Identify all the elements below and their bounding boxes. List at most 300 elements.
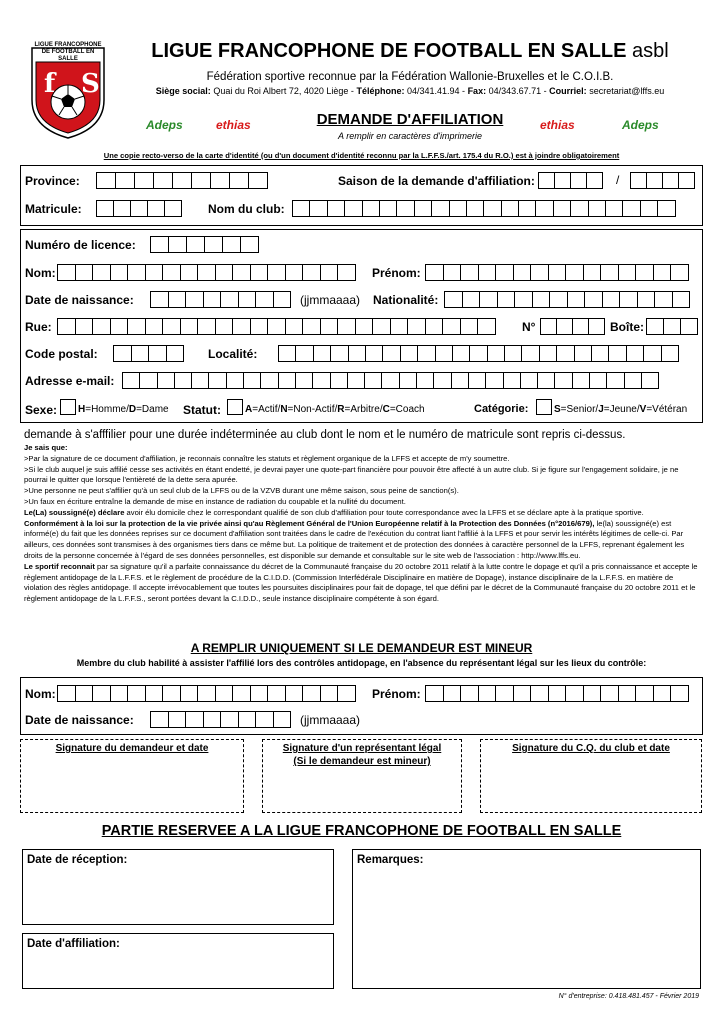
char-cell[interactable] <box>362 200 380 217</box>
saison-end-field[interactable] <box>630 172 694 189</box>
minor-nom-field[interactable] <box>57 685 355 702</box>
char-cell[interactable] <box>584 291 603 308</box>
char-cell[interactable] <box>537 372 555 389</box>
adeps-logo-right <box>622 118 659 132</box>
boite-field[interactable] <box>646 318 697 335</box>
char-cell[interactable] <box>399 372 417 389</box>
rue-label: Rue: <box>25 320 52 334</box>
char-cell[interactable] <box>460 318 479 335</box>
remarques-box[interactable] <box>352 849 701 989</box>
sexe-h: H <box>78 404 86 415</box>
char-cell[interactable] <box>267 264 286 281</box>
numero-field[interactable] <box>540 318 604 335</box>
char-cell[interactable] <box>414 200 432 217</box>
char-cell[interactable] <box>92 685 111 702</box>
char-cell[interactable] <box>478 685 497 702</box>
char-cell[interactable] <box>255 711 274 728</box>
char-cell[interactable] <box>330 372 348 389</box>
char-cell[interactable] <box>670 264 689 281</box>
char-cell[interactable] <box>313 345 331 362</box>
siege-label: Siège social: <box>155 86 211 96</box>
char-cell[interactable] <box>416 372 434 389</box>
char-cell[interactable] <box>131 345 150 362</box>
char-cell[interactable] <box>443 685 462 702</box>
sexe-h-text: =Homme/ <box>85 404 129 415</box>
char-cell[interactable] <box>320 318 339 335</box>
categorie-box[interactable] <box>536 399 552 415</box>
char-cell[interactable] <box>250 685 269 702</box>
terms-p7 <box>24 562 699 605</box>
char-cell[interactable] <box>485 372 503 389</box>
province-field[interactable] <box>96 172 267 189</box>
char-cell[interactable] <box>150 291 169 308</box>
signature-representant-label <box>263 740 461 768</box>
char-cell[interactable] <box>514 291 533 308</box>
char-cell[interactable] <box>115 172 135 189</box>
char-cell[interactable] <box>150 711 169 728</box>
char-cell[interactable] <box>96 200 114 217</box>
nationalite-label: Nationalité: <box>373 293 439 307</box>
svg-text:f: f <box>44 69 56 99</box>
saison-label: Saison de la demande d'affiliation: <box>338 174 535 188</box>
char-cell[interactable] <box>468 372 486 389</box>
char-cell[interactable] <box>425 685 444 702</box>
licence-field[interactable] <box>150 236 258 253</box>
char-cell[interactable] <box>110 318 129 335</box>
char-cell[interactable] <box>191 372 209 389</box>
char-cell[interactable] <box>210 172 230 189</box>
char-cell[interactable] <box>637 291 656 308</box>
char-cell[interactable] <box>583 264 602 281</box>
char-cell[interactable] <box>215 264 234 281</box>
char-cell[interactable] <box>150 236 169 253</box>
nom-field[interactable] <box>57 264 355 281</box>
char-cell[interactable] <box>162 264 181 281</box>
char-cell[interactable] <box>400 345 418 362</box>
char-cell[interactable] <box>622 200 640 217</box>
char-cell[interactable] <box>565 685 584 702</box>
id-copy-note: Une copie recto-verso de la carte d'identité (ou d'un document d'identité reconnu par la L.F.F.S./art. 175.4 du R.O.) est à joindre obligatoirement <box>103 151 620 160</box>
char-cell[interactable] <box>452 345 470 362</box>
char-cell[interactable] <box>57 318 76 335</box>
char-cell[interactable] <box>630 172 647 189</box>
char-cell[interactable] <box>364 372 382 389</box>
nom-club-field[interactable] <box>292 200 675 217</box>
char-cell[interactable] <box>145 264 164 281</box>
char-cell[interactable] <box>162 318 181 335</box>
char-cell[interactable] <box>530 685 549 702</box>
prenom-field[interactable] <box>425 264 688 281</box>
char-cell[interactable] <box>337 264 356 281</box>
char-cell[interactable] <box>478 264 497 281</box>
char-cell[interactable] <box>267 318 286 335</box>
char-cell[interactable] <box>208 372 226 389</box>
char-cell[interactable] <box>554 372 572 389</box>
char-cell[interactable] <box>518 200 536 217</box>
signature-cq-box[interactable] <box>480 739 702 813</box>
char-cell[interactable] <box>479 291 498 308</box>
char-cell[interactable] <box>330 345 348 362</box>
char-cell[interactable] <box>435 345 453 362</box>
char-cell[interactable] <box>538 172 555 189</box>
char-cell[interactable] <box>215 685 234 702</box>
char-cell[interactable] <box>267 685 286 702</box>
char-cell[interactable] <box>635 264 654 281</box>
char-cell[interactable] <box>462 291 481 308</box>
char-cell[interactable] <box>670 685 689 702</box>
char-cell[interactable] <box>180 264 199 281</box>
char-cell[interactable] <box>285 685 304 702</box>
char-cell[interactable] <box>661 345 679 362</box>
char-cell[interactable] <box>460 685 479 702</box>
char-cell[interactable] <box>600 685 619 702</box>
char-cell[interactable] <box>238 291 257 308</box>
char-cell[interactable] <box>164 200 182 217</box>
char-cell[interactable] <box>570 172 587 189</box>
char-cell[interactable] <box>96 172 116 189</box>
char-cell[interactable] <box>556 345 574 362</box>
char-cell[interactable] <box>382 345 400 362</box>
char-cell[interactable] <box>572 318 589 335</box>
char-cell[interactable] <box>122 372 140 389</box>
char-cell[interactable] <box>168 711 187 728</box>
char-cell[interactable] <box>127 318 146 335</box>
char-cell[interactable] <box>347 372 365 389</box>
char-cell[interactable] <box>153 172 173 189</box>
char-cell[interactable] <box>501 200 519 217</box>
char-cell[interactable] <box>548 685 567 702</box>
char-cell[interactable] <box>75 318 94 335</box>
siege-value: Quai du Roi Albert 72, 4020 Liège - <box>213 86 354 96</box>
char-cell[interactable] <box>157 372 175 389</box>
signature-representant-line2: (Si le demandeur est mineur) <box>293 756 431 767</box>
char-cell[interactable] <box>220 711 239 728</box>
char-cell[interactable] <box>139 372 157 389</box>
char-cell[interactable] <box>232 685 251 702</box>
char-cell[interactable] <box>110 685 129 702</box>
naissance-field[interactable] <box>150 291 290 308</box>
char-cell[interactable] <box>513 685 532 702</box>
char-cell[interactable] <box>605 200 623 217</box>
char-cell[interactable] <box>203 291 222 308</box>
char-cell[interactable] <box>520 372 538 389</box>
char-cell[interactable] <box>646 318 664 335</box>
char-cell[interactable] <box>222 236 241 253</box>
char-cell[interactable] <box>229 172 249 189</box>
char-cell[interactable] <box>320 264 339 281</box>
minor-naissance-field[interactable] <box>150 711 290 728</box>
char-cell[interactable] <box>513 264 532 281</box>
char-cell[interactable] <box>372 318 391 335</box>
char-cell[interactable] <box>606 372 624 389</box>
char-cell[interactable] <box>232 318 251 335</box>
char-cell[interactable] <box>390 318 409 335</box>
char-cell[interactable] <box>449 200 467 217</box>
char-cell[interactable] <box>312 372 330 389</box>
char-cell[interactable] <box>145 685 164 702</box>
char-cell[interactable] <box>113 345 132 362</box>
char-cell[interactable] <box>549 291 568 308</box>
char-cell[interactable] <box>567 291 586 308</box>
char-cell[interactable] <box>243 372 261 389</box>
terms-p5-bold: Le(La) soussigné(e) déclare <box>24 507 125 517</box>
char-cell[interactable] <box>589 372 607 389</box>
char-cell[interactable] <box>240 236 259 253</box>
char-cell[interactable] <box>574 345 592 362</box>
char-cell[interactable] <box>433 372 451 389</box>
char-cell[interactable] <box>185 711 204 728</box>
char-cell[interactable] <box>191 172 211 189</box>
char-cell[interactable] <box>57 685 76 702</box>
char-cell[interactable] <box>337 685 356 702</box>
statut-n-text: =Non-Actif/ <box>287 404 338 415</box>
char-cell[interactable] <box>556 318 573 335</box>
char-cell[interactable] <box>570 200 588 217</box>
mail-label: Courriel: <box>549 86 587 96</box>
prenom-label: Prénom: <box>372 266 421 280</box>
char-cell[interactable] <box>586 172 603 189</box>
char-cell[interactable] <box>127 264 146 281</box>
char-cell[interactable] <box>166 345 185 362</box>
char-cell[interactable] <box>327 200 345 217</box>
address-line <box>110 86 710 96</box>
email-label: Adresse e-mail: <box>25 374 115 388</box>
matricule-field[interactable] <box>96 200 181 217</box>
char-cell[interactable] <box>565 264 584 281</box>
char-cell[interactable] <box>348 345 366 362</box>
char-cell[interactable] <box>148 345 167 362</box>
char-cell[interactable] <box>174 372 192 389</box>
char-cell[interactable] <box>554 172 571 189</box>
char-cell[interactable] <box>497 291 516 308</box>
signature-demandeur-label: Signature du demandeur et date <box>55 743 209 754</box>
char-cell[interactable] <box>168 236 187 253</box>
char-cell[interactable] <box>127 685 146 702</box>
char-cell[interactable] <box>197 264 216 281</box>
char-cell[interactable] <box>250 264 269 281</box>
char-cell[interactable] <box>469 345 487 362</box>
char-cell[interactable] <box>662 172 679 189</box>
char-cell[interactable] <box>600 264 619 281</box>
char-cell[interactable] <box>292 200 310 217</box>
char-cell[interactable] <box>92 264 111 281</box>
statut-n: N <box>280 404 288 415</box>
terms-p2: >Si le club auquel je suis affilié cesse ses activités en étant endetté, je devrai payer une quote-part financière pour pouvoir être affecté à un autre club. Si je figure sur l'engagement solidaire, je ne pourrai le quitter que lorsque l'entièreté de la dette sera apurée. <box>24 464 679 485</box>
minor-prenom-field[interactable] <box>425 685 688 702</box>
char-cell[interactable] <box>407 318 426 335</box>
char-cell[interactable] <box>532 291 551 308</box>
char-cell[interactable] <box>591 345 609 362</box>
char-cell[interactable] <box>186 236 205 253</box>
reception-box[interactable] <box>22 849 334 925</box>
char-cell[interactable] <box>495 264 514 281</box>
logo-text: LIGUE FRANCOPHONE DE FOOTBALL EN SALLE <box>34 42 102 62</box>
char-cell[interactable] <box>540 318 557 335</box>
char-cell[interactable] <box>204 236 223 253</box>
char-cell[interactable] <box>285 318 304 335</box>
char-cell[interactable] <box>495 685 514 702</box>
char-cell[interactable] <box>220 291 239 308</box>
char-cell[interactable] <box>295 372 313 389</box>
minor-subtitle: Membre du club habilité à assister l'affilié lors des contrôles antidopage, en l'absence du représentant légal sur les lieux du contrôle: <box>76 658 647 668</box>
signature-demandeur-box[interactable] <box>20 739 244 813</box>
matricule-label: Matricule: <box>25 202 82 216</box>
char-cell[interactable] <box>654 291 673 308</box>
char-cell[interactable] <box>130 200 148 217</box>
statut-r: R <box>337 404 345 415</box>
char-cell[interactable] <box>113 200 131 217</box>
char-cell[interactable] <box>451 372 469 389</box>
char-cell[interactable] <box>588 318 605 335</box>
char-cell[interactable] <box>624 372 642 389</box>
char-cell[interactable] <box>134 172 154 189</box>
char-cell[interactable] <box>504 345 522 362</box>
char-cell[interactable] <box>203 711 222 728</box>
char-cell[interactable] <box>75 264 94 281</box>
char-cell[interactable] <box>663 318 681 335</box>
char-cell[interactable] <box>646 172 663 189</box>
char-cell[interactable] <box>278 372 296 389</box>
char-cell[interactable] <box>172 172 192 189</box>
char-cell[interactable] <box>626 345 644 362</box>
adeps-text: Adeps <box>146 118 183 132</box>
char-cell[interactable] <box>396 200 414 217</box>
char-cell[interactable] <box>460 264 479 281</box>
char-cell[interactable] <box>232 264 251 281</box>
char-cell[interactable] <box>355 318 374 335</box>
char-cell[interactable] <box>572 372 590 389</box>
char-cell[interactable] <box>678 172 695 189</box>
char-cell[interactable] <box>535 200 553 217</box>
char-cell[interactable] <box>417 345 435 362</box>
char-cell[interactable] <box>680 318 698 335</box>
char-cell[interactable] <box>483 200 501 217</box>
char-cell[interactable] <box>57 264 76 281</box>
tel-label: Téléphone: <box>356 86 405 96</box>
char-cell[interactable] <box>521 345 539 362</box>
char-cell[interactable] <box>180 685 199 702</box>
char-cell[interactable] <box>640 200 658 217</box>
char-cell[interactable] <box>477 318 496 335</box>
char-cell[interactable] <box>553 200 571 217</box>
char-cell[interactable] <box>641 372 659 389</box>
char-cell[interactable] <box>260 372 278 389</box>
cat-s: S <box>554 404 561 415</box>
char-cell[interactable] <box>285 264 304 281</box>
char-cell[interactable] <box>309 200 327 217</box>
lffs-logo <box>28 40 108 140</box>
char-cell[interactable] <box>608 345 626 362</box>
char-cell[interactable] <box>618 264 637 281</box>
char-cell[interactable] <box>653 264 672 281</box>
saison-start-field[interactable] <box>538 172 602 189</box>
subtitle: Fédération sportive reconnue par la Fédération Wallonie-Bruxelles et le C.O.I.B. <box>206 71 614 83</box>
char-cell[interactable] <box>273 291 292 308</box>
char-cell[interactable] <box>145 318 164 335</box>
char-cell[interactable] <box>344 200 362 217</box>
char-cell[interactable] <box>337 318 356 335</box>
char-cell[interactable] <box>539 345 557 362</box>
char-cell[interactable] <box>487 345 505 362</box>
char-cell[interactable] <box>226 372 244 389</box>
char-cell[interactable] <box>320 685 339 702</box>
char-cell[interactable] <box>443 264 462 281</box>
char-cell[interactable] <box>273 711 292 728</box>
char-cell[interactable] <box>185 291 204 308</box>
char-cell[interactable] <box>255 291 274 308</box>
char-cell[interactable] <box>248 172 268 189</box>
signature-representant-line1: Signature d'un représentant légal <box>282 743 442 754</box>
numero-label: N° <box>522 320 536 334</box>
char-cell[interactable] <box>466 200 484 217</box>
rue-field[interactable] <box>57 318 495 335</box>
char-cell[interactable] <box>653 685 672 702</box>
affiliation-box[interactable] <box>22 933 334 989</box>
char-cell[interactable] <box>250 318 269 335</box>
char-cell[interactable] <box>295 345 313 362</box>
char-cell[interactable] <box>548 264 567 281</box>
char-cell[interactable] <box>444 291 463 308</box>
char-cell[interactable] <box>278 345 296 362</box>
char-cell[interactable] <box>635 685 654 702</box>
char-cell[interactable] <box>302 264 321 281</box>
char-cell[interactable] <box>643 345 661 362</box>
char-cell[interactable] <box>147 200 165 217</box>
char-cell[interactable] <box>431 200 449 217</box>
char-cell[interactable] <box>197 318 216 335</box>
signature-cq-label: Signature du C.Q. du club et date <box>512 743 670 754</box>
char-cell[interactable] <box>180 318 199 335</box>
char-cell[interactable] <box>442 318 461 335</box>
localite-field[interactable] <box>278 345 678 362</box>
char-cell[interactable] <box>110 264 129 281</box>
title-suffix: asbl <box>632 40 669 62</box>
email-field[interactable] <box>122 372 658 389</box>
char-cell[interactable] <box>602 291 621 308</box>
char-cell[interactable] <box>238 711 257 728</box>
char-cell[interactable] <box>381 372 399 389</box>
saison-separator: / <box>616 173 620 187</box>
char-cell[interactable] <box>168 291 187 308</box>
char-cell[interactable] <box>425 318 444 335</box>
char-cell[interactable] <box>162 685 181 702</box>
char-cell[interactable] <box>530 264 549 281</box>
char-cell[interactable] <box>75 685 94 702</box>
char-cell[interactable] <box>215 318 234 335</box>
char-cell[interactable] <box>503 372 521 389</box>
cp-field[interactable] <box>113 345 183 362</box>
char-cell[interactable] <box>619 291 638 308</box>
char-cell[interactable] <box>657 200 675 217</box>
char-cell[interactable] <box>302 685 321 702</box>
char-cell[interactable] <box>425 264 444 281</box>
nationalite-field[interactable] <box>444 291 689 308</box>
char-cell[interactable] <box>583 685 602 702</box>
cat-v-text: =Vétéran <box>646 404 688 415</box>
statut-box[interactable] <box>227 399 243 415</box>
char-cell[interactable] <box>379 200 397 217</box>
char-cell[interactable] <box>588 200 606 217</box>
sexe-label: Sexe: <box>25 403 58 417</box>
char-cell[interactable] <box>302 318 321 335</box>
char-cell[interactable] <box>672 291 691 308</box>
char-cell[interactable] <box>365 345 383 362</box>
char-cell[interactable] <box>197 685 216 702</box>
char-cell[interactable] <box>618 685 637 702</box>
char-cell[interactable] <box>92 318 111 335</box>
signature-representant-box[interactable] <box>262 739 462 813</box>
sexe-box[interactable] <box>60 399 76 415</box>
